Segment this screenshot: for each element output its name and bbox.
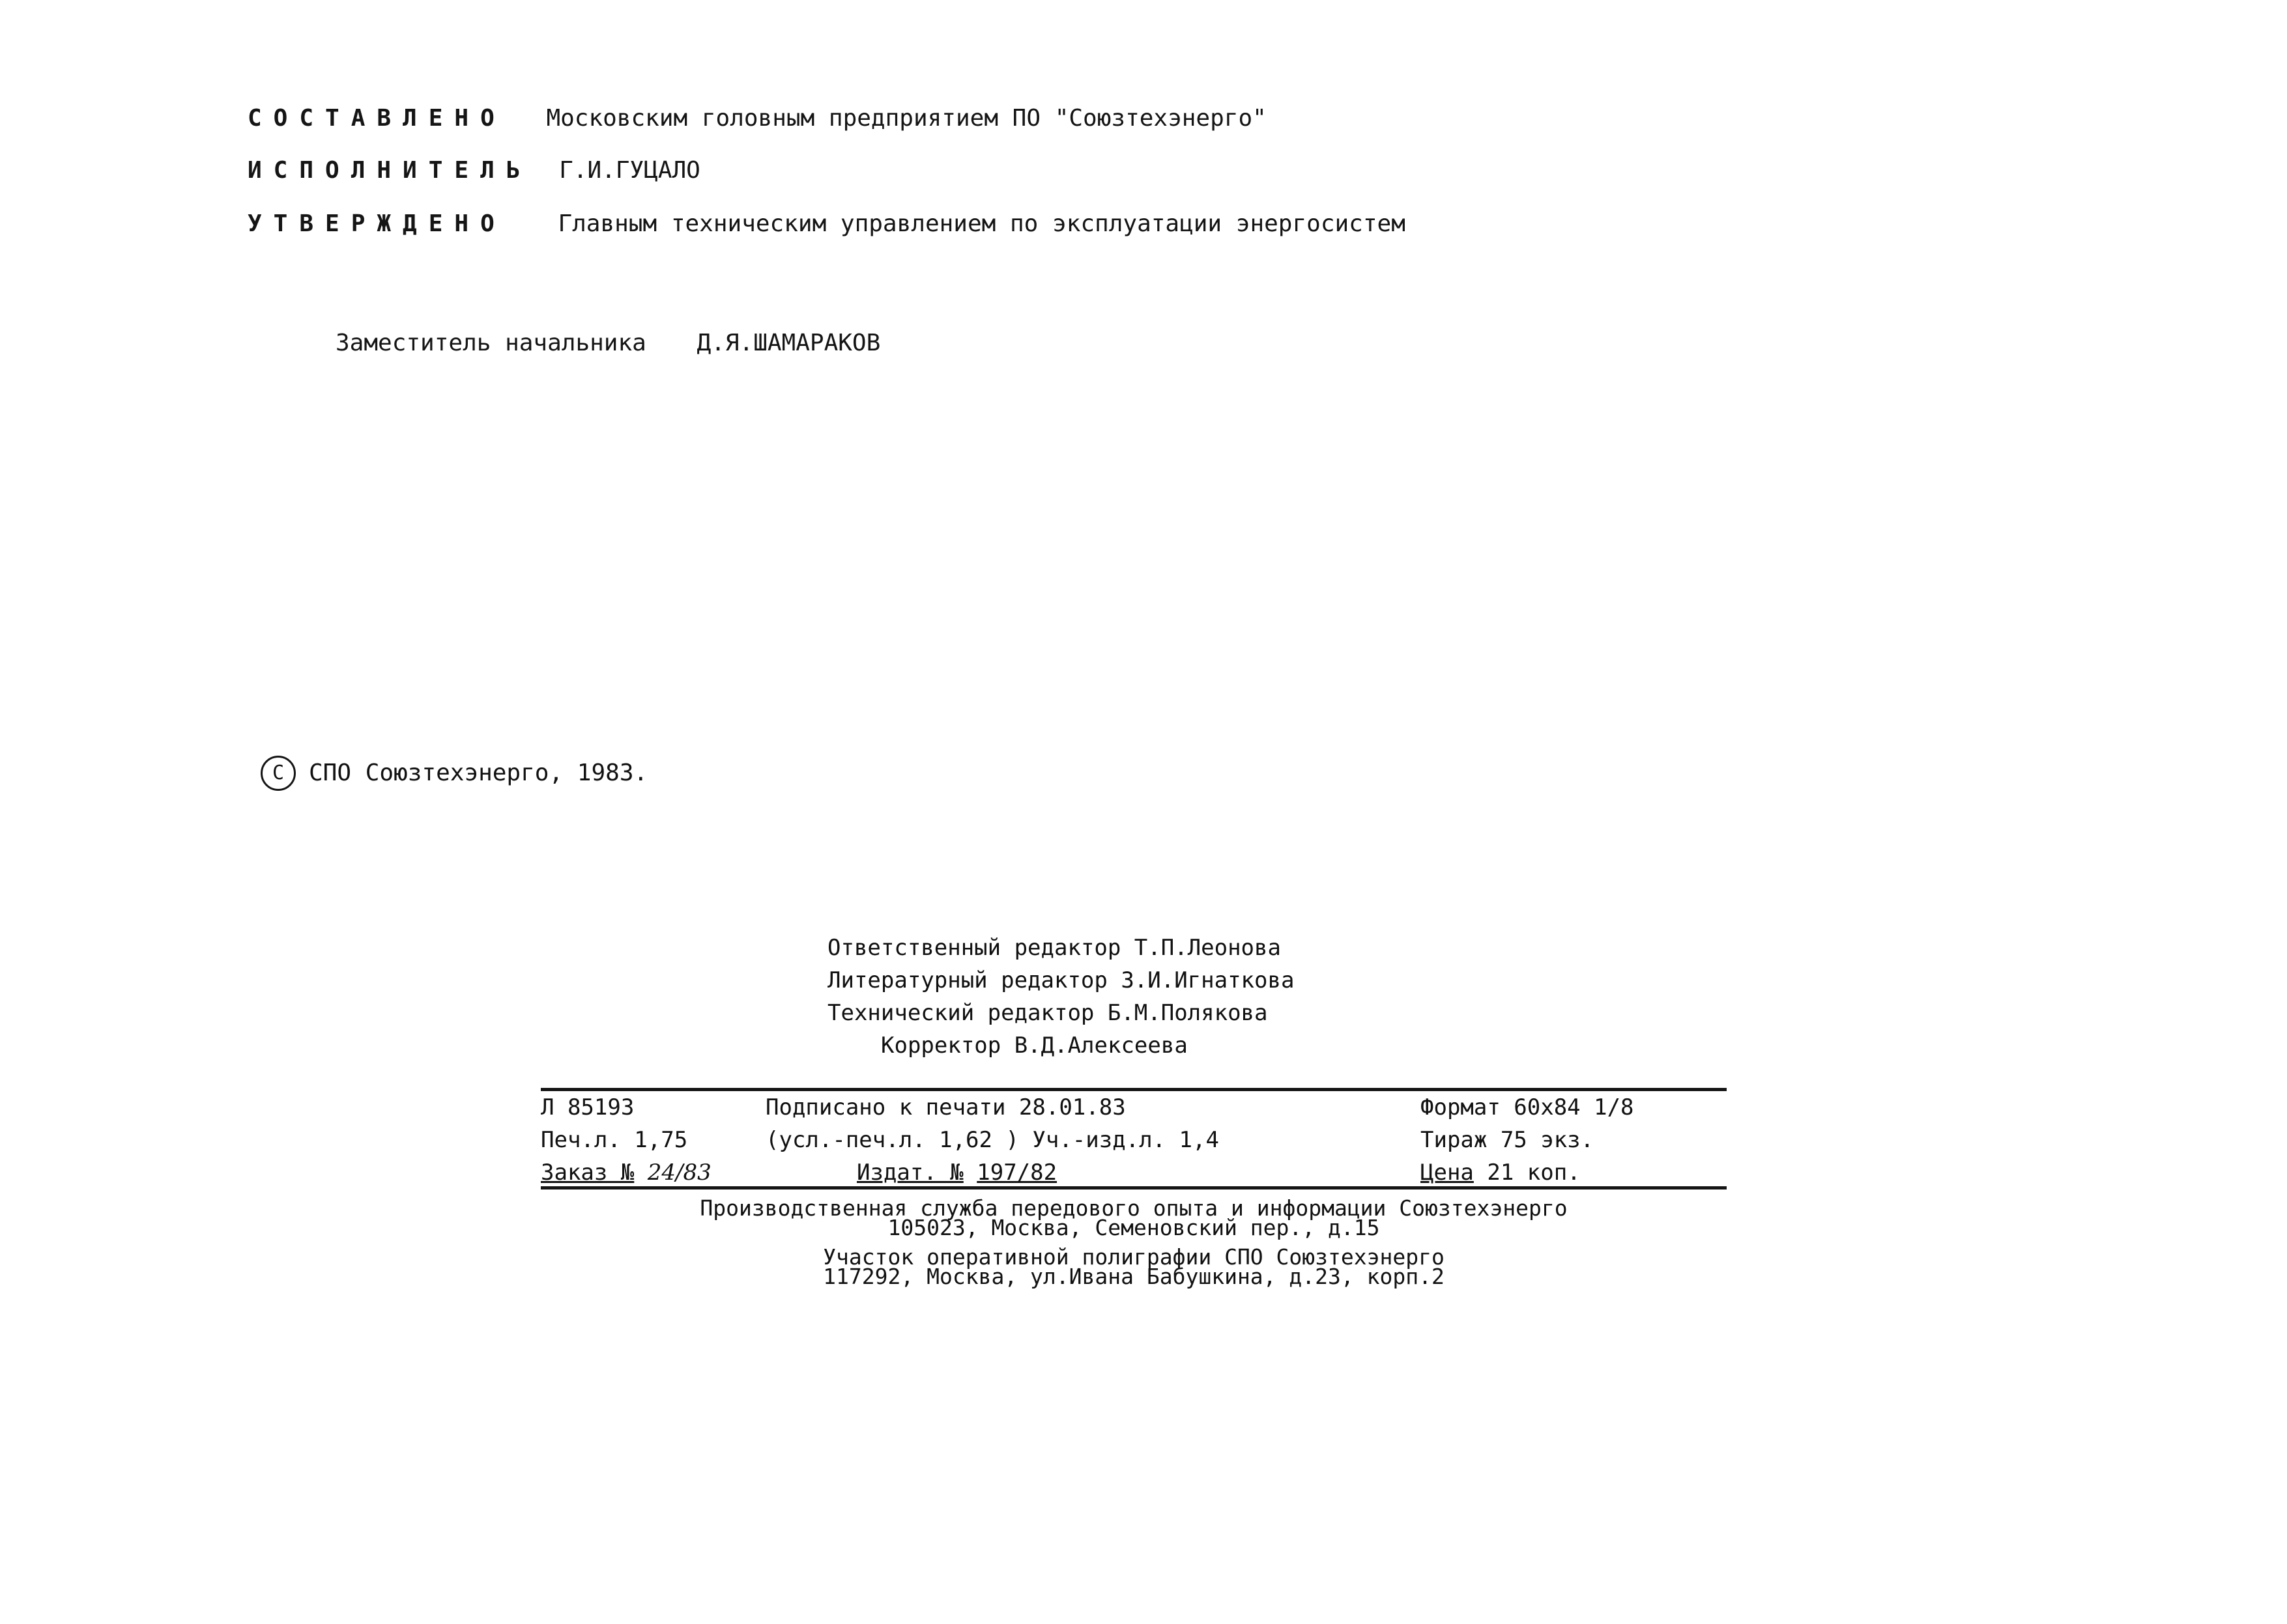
paper-format: Формат 60x84 1/8 <box>1420 1094 1634 1120</box>
copyright-icon: С <box>261 756 296 791</box>
printing-address: 117292, Москва, ул.Ивана Бабушкина, д.23, корп.2 <box>823 1264 1445 1289</box>
publication-label: Издат. № <box>857 1160 964 1186</box>
service-address: 105023, Москва, Семеновский пер., д.15 <box>887 1215 1380 1240</box>
deputy-name: Д.Я.ШАМАРАКОВ <box>697 330 881 356</box>
imprint-row <box>541 1091 1727 1124</box>
order-label: Заказ № <box>541 1160 635 1186</box>
approved-by-row <box>248 210 1405 238</box>
publication-number <box>857 1156 1057 1189</box>
printing-name: Участок оперативной полиграфии СПО Союзтехэнерго <box>823 1244 1445 1270</box>
editors-block <box>827 932 1294 1062</box>
service-name: Производственная служба передового опыта и информации Союзтехэнерго <box>700 1195 1568 1221</box>
deputy-title: Заместитель начальника <box>336 330 646 356</box>
conventional-sheets: (усл.-печ.л. 1,62 ) Уч.-изд.л. 1,4 <box>766 1127 1219 1153</box>
imprint-row <box>541 1124 1727 1156</box>
compiled-by-row <box>248 104 1267 133</box>
imprint-row <box>541 1156 1727 1186</box>
signed-date: Подписано к печати 28.01.83 <box>766 1094 1126 1120</box>
compiled-label: СОСТАВЛЕНО <box>248 105 506 132</box>
print-sheets: Печ.л. 1,75 <box>541 1127 688 1153</box>
service-address-block <box>541 1195 1727 1240</box>
printing-address-block <box>541 1244 1727 1289</box>
executor-value: Г.И.ГУЦАЛО <box>559 157 700 184</box>
copyright-text: СПО Союзтехэнерго, 1983. <box>309 760 648 786</box>
price-label: Цена <box>1420 1160 1474 1186</box>
responsible-editor: Ответственный редактор Т.П.Леонова <box>827 935 1281 961</box>
literary-editor: Литературный редактор З.И.Игнаткова <box>827 967 1295 993</box>
approved-label: УТВЕРЖДЕНО <box>248 210 506 237</box>
publication-value: 197/82 <box>977 1160 1057 1186</box>
license-code: Л 85193 <box>541 1094 635 1120</box>
deputy-row <box>336 329 880 358</box>
circulation: Тираж 75 экз. <box>1420 1127 1594 1153</box>
order-number <box>541 1156 712 1189</box>
executor-label: ИСПОЛНИТЕЛЬ <box>248 157 532 184</box>
compiled-value: Московским головным предприятием ПО "Союзтехэнерго" <box>546 105 1267 132</box>
technical-editor: Технический редактор Б.М.Полякова <box>827 1000 1268 1026</box>
imprint-table <box>541 1088 1727 1190</box>
price <box>1420 1156 1581 1189</box>
order-handwritten-number: 24/83 <box>647 1160 712 1186</box>
approved-value: Главным техническим управлением по эксплуатации энергосистем <box>558 210 1405 237</box>
copyright-line <box>261 756 648 791</box>
price-value: 21 коп. <box>1487 1160 1581 1186</box>
proofreader: Корректор В.Д.Алексеева <box>881 1033 1188 1059</box>
executor-row <box>248 156 700 185</box>
